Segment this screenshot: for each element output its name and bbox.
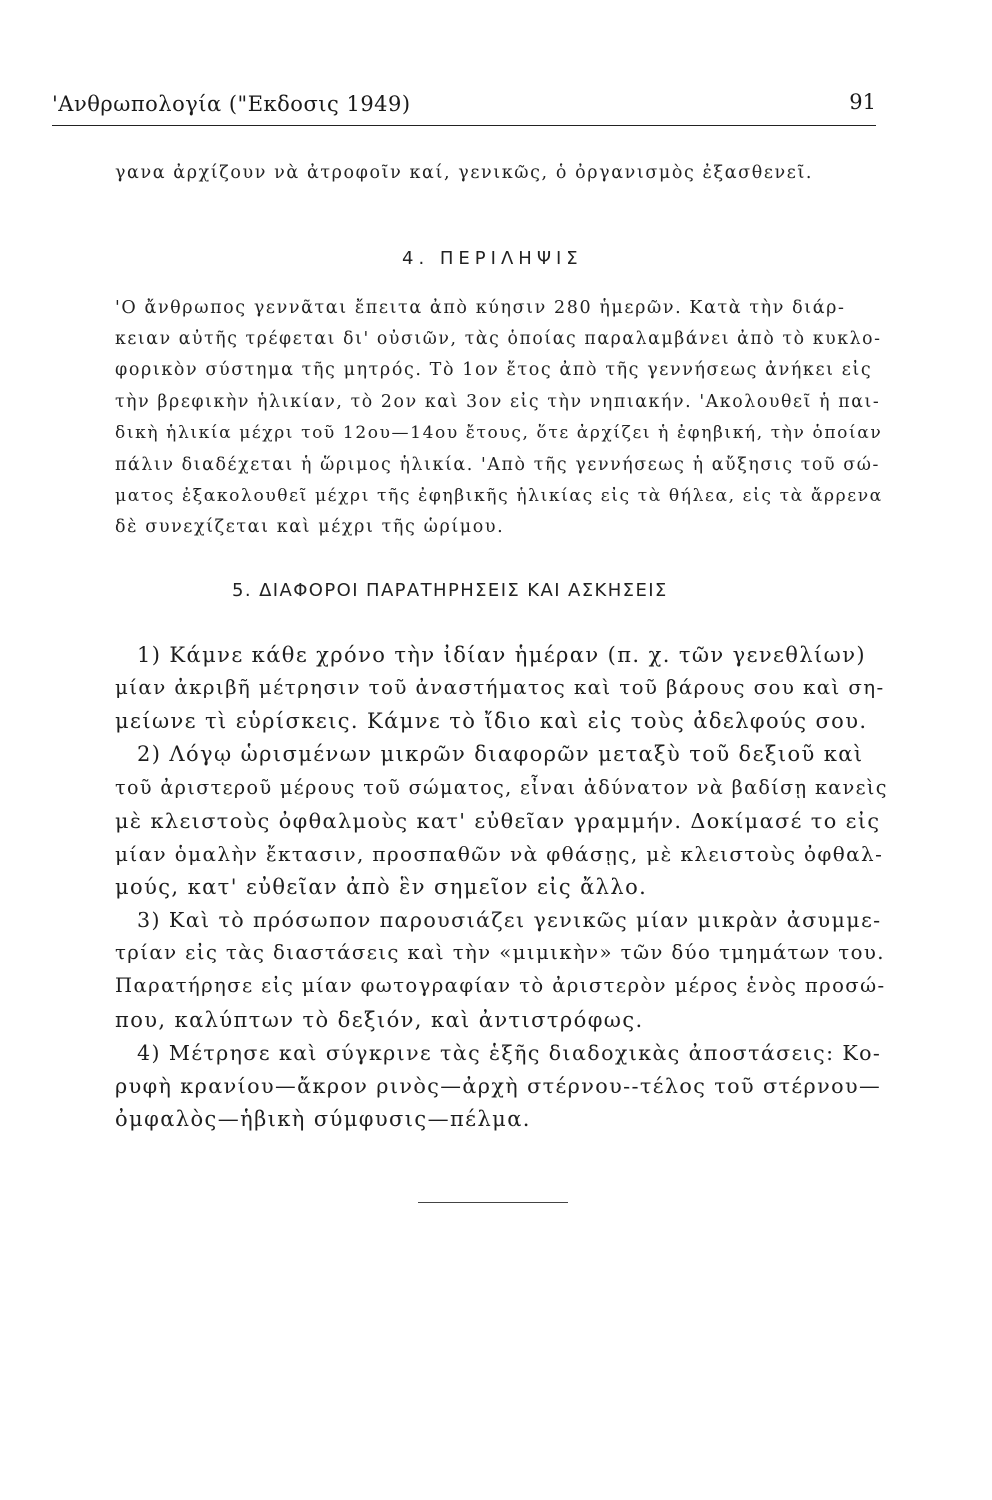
exercise-line: 1) Κάμνε κάθε χρόνο τὴν ἰδίαν ἡμέραν (π. χ. τῶν γενεθλίων) [137, 643, 866, 667]
exercise-line: μούς, κατ' εὐθεῖαν ἀπὸ ἓν σημεῖον εἰς ἄλλο. [115, 875, 648, 899]
paragraph-line: κειαν αὐτῆς τρέφεται δι' οὐσιῶν, τὰς ὁποίας παραλαμβάνει ἀπὸ τὸ κυκλο- [115, 329, 882, 349]
exercise-line: ρυφὴ κρανίου—ἄκρον ρινὸς—ἀρχὴ στέρνου--τέλος τοῦ στέρνου— [115, 1074, 882, 1098]
page-number: 91 [849, 90, 876, 114]
exercise-line: 4) Μέτρησε καὶ σύγκρινε τὰς ἑξῆς διαδοχικὰς ἀποστάσεις: Κο- [137, 1041, 882, 1065]
continuation-line: γανα ἀρχίζουν νὰ ἀτροφοῖν καί, γενικῶς, ὁ ὀργανισμὸς ἐξασθενεῖ. [115, 163, 814, 183]
exercise-line: που, καλύπτων τὸ δεξιόν, καὶ ἀντιστρόφως. [115, 1008, 644, 1032]
exercise-line: 2) Λόγῳ ὡρισμένων μικρῶν διαφορῶν μεταξὺ τοῦ δεξιοῦ καὶ [137, 742, 864, 766]
paragraph-line: δὲ συνεχίζεται καὶ μέχρι τῆς ὡρίμου. [115, 517, 505, 537]
exercise-line: τοῦ ἀριστεροῦ μέρους τοῦ σώματος, εἶναι ἀδύνατον νὰ βαδίσῃ κανεὶς [115, 776, 888, 799]
section-4-heading: 4. ΠΕΡΙΛΗΨΙΣ [402, 248, 583, 269]
paragraph-line: 'Ο ἄνθρωπος γεννᾶται ἔπειτα ἀπὸ κύησιν 280 ἡμερῶν. Κατὰ τὴν διάρ- [115, 298, 846, 318]
paragraph-line: πάλιν διαδέχεται ἡ ὥριμος ἡλικία. 'Απὸ τῆς γεννήσεως ἡ αὔξησις τοῦ σώ- [115, 455, 880, 475]
exercise-line: μίαν ἀκριβῆ μέτρησιν τοῦ ἀναστήματος καὶ τοῦ βάρους σου καὶ ση- [115, 676, 885, 699]
exercise-line: τρίαν εἰς τὰς διαστάσεις καὶ τὴν «μιμικὴν» τῶν δύο τμημάτων του. [115, 941, 885, 964]
paragraph-line: τὴν βρεφικὴν ἡλικίαν, τὸ 2ον καὶ 3ον εἰς τὴν νηπιακήν. 'Ακολουθεῖ ἡ παι- [115, 392, 881, 412]
section-5-heading: 5. ΔΙΑΦΟΡΟΙ ΠΑΡΑΤΗΡΗΣΕΙΣ ΚΑΙ ΑΣΚΗΣΕΙΣ [232, 580, 668, 601]
exercise-line: μίαν ὁμαλὴν ἔκτασιν, προσπαθῶν νὰ φθάσῃς, μὲ κλειστοὺς ὀφθαλ- [115, 842, 884, 866]
exercise-line: 3) Καὶ τὸ πρόσωπον παρουσιάζει γενικῶς μίαν μικρὰν ἀσυμμε- [137, 908, 882, 932]
paragraph-line: ματος ἐξακολουθεῖ μέχρι τῆς ἐφηβικῆς ἡλικίας εἰς τὰ θήλεα, εἰς τὰ ἄρρενα [115, 486, 883, 506]
paragraph-line: φορικὸν σύστημα τῆς μητρός. Τὸ 1ον ἔτος ἀπὸ τῆς γεννήσεως ἀνήκει εἰς [115, 360, 873, 380]
exercise-line: ὀμφαλὸς—ἡβικὴ σύμφυσις—πέλμα. [115, 1107, 531, 1131]
exercise-line: μὲ κλειστοὺς ὀφθαλμοὺς κατ' εὐθεῖαν γραμμήν. Δοκίμασέ το εἰς [115, 809, 881, 833]
running-header-title: 'Ανθρωπολογία ("Εκδοσις 1949) [52, 92, 411, 116]
end-rule [418, 1202, 568, 1203]
header-rule [52, 125, 876, 126]
paragraph-line: δικὴ ἡλικία μέχρι τοῦ 12ου—14ου ἔτους, ὅτε ἀρχίζει ἡ ἐφηβική, τὴν ὁποίαν [115, 423, 883, 443]
exercise-line: Παρατήρησε εἰς μίαν φωτογραφίαν τὸ ἀριστερὸν μέρος ἑνὸς προσώ- [115, 974, 886, 997]
running-header [52, 92, 876, 122]
exercise-line: μείωνε τὶ εὑρίσκεις. Κάμνε τὸ ἴδιο καὶ εἰς τοὺς ἀδελφούς σου. [115, 709, 868, 733]
